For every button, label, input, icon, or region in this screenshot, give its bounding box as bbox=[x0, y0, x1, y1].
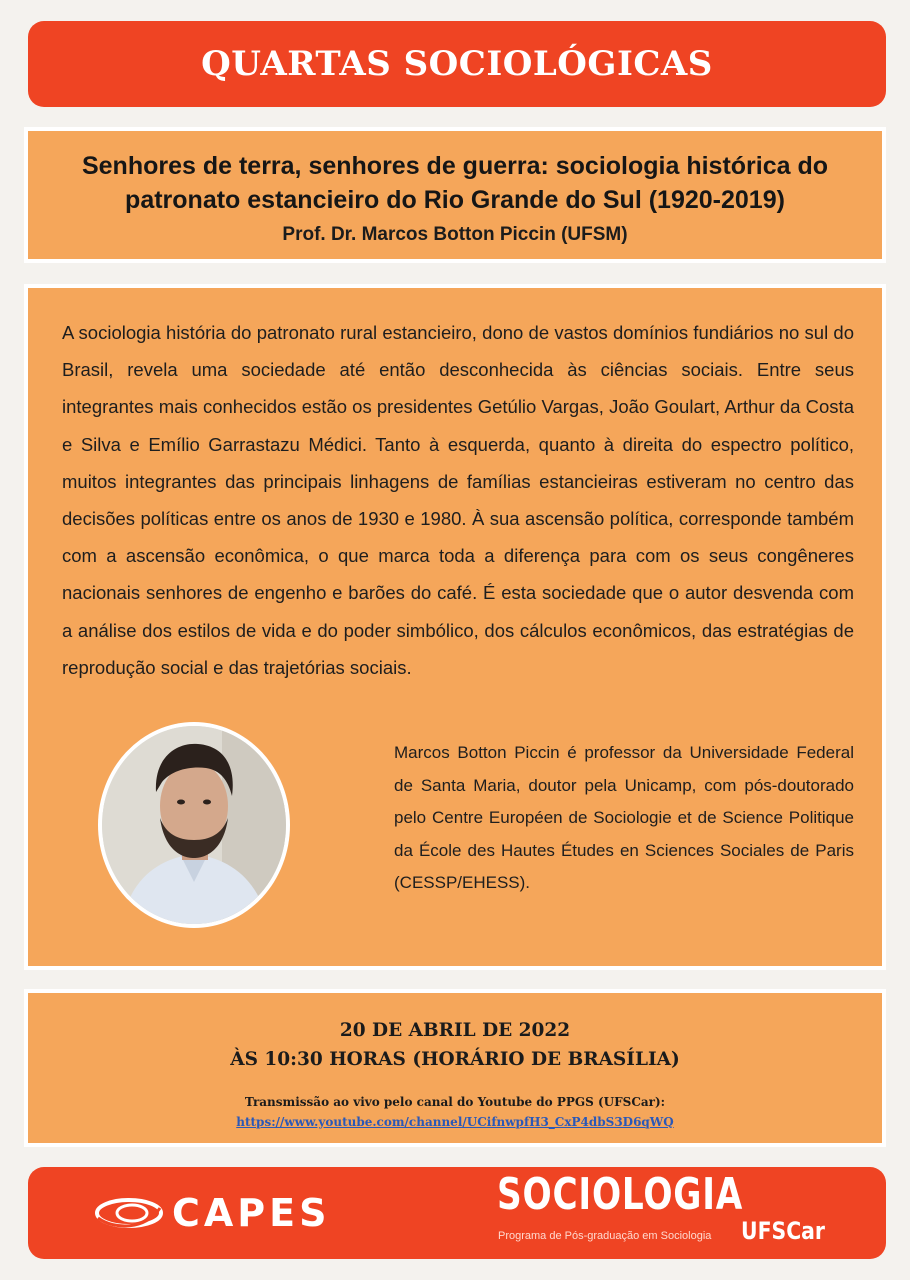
talk-title-line-1: Senhores de terra, senhores de guerra: sociologia histórica do bbox=[81, 152, 829, 180]
capes-wordmark: CAPES bbox=[172, 1191, 331, 1235]
event-series-title: QUARTAS SOCIOLÓGICAS bbox=[201, 44, 713, 84]
speaker-photo-frame bbox=[98, 722, 290, 928]
event-date: 20 DE ABRIL DE 2022 bbox=[339, 1020, 571, 1041]
university-wordmark: UFSCar bbox=[741, 1217, 825, 1245]
speaker-photo bbox=[102, 726, 286, 924]
event-time: ÀS 10:30 HORAS (HORÁRIO DE BRASÍLIA) bbox=[230, 1049, 680, 1070]
speaker-bio: Marcos Botton Piccin é professor da Universidade Federal de Santa Maria, doutor pela Unicamp, com pós-doutorado pelo Centre Européen de Sociologie et de Science Politique da École des Hautes Études en Sciences Sociales de Paris (CESSP/EHESS). bbox=[394, 743, 854, 892]
youtube-link[interactable]: https://www.youtube.com/channel/UCifnwpfH3_CxP4dbS3D6qWQ bbox=[236, 1115, 674, 1129]
capes-logo-icon bbox=[94, 1196, 164, 1230]
talk-title-line-2: patronato estancieiro do Rio Grande do Sul (1920-2019) bbox=[125, 186, 785, 214]
sociologia-wordmark: SOCIOLOGIA bbox=[497, 1169, 744, 1220]
event-details-panel bbox=[24, 989, 886, 1147]
stream-label: Transmissão ao vivo pelo canal do Youtube do PPGS (UFSCar): bbox=[244, 1095, 666, 1109]
footer-banner bbox=[28, 1167, 886, 1259]
program-name: Programa de Pós-graduação em Sociologia bbox=[498, 1230, 712, 1242]
speaker-name: Prof. Dr. Marcos Botton Piccin (UFSM) bbox=[282, 224, 628, 245]
abstract-text: A sociologia história do patronato rural estancieiro, dono de vastos domínios fundiários no sul do Brasil, revela uma sociedade até então desconhecida às ciências sociais. Entre seus integrantes mais conhecidos estão os presidentes Getúlio Vargas, João Goulart, Arthur da Costa e Silva e Emílio Garrastazu Médici. Tanto à esquerda, quanto à direita do espectro político, muitos integrantes das principais linhagens de famílias estancieiras estiveram no centro das decisões políticas entre os anos de 1930 e 1980. À sua ascensão política, corresponde também com a ascensão econômica, o que marca toda a diferença para com os seus congêneres nacionais senhores de engenho e barões do café. É esta sociedade que o autor desvenda com a análise dos estilos de vida e do poder simbólico, dos cálculos econômicos, das estratégias de reprodução social e das trajetórias sociais. bbox=[62, 322, 854, 678]
abstract-panel bbox=[24, 284, 886, 970]
talk-title-panel bbox=[24, 127, 886, 263]
header-banner bbox=[28, 21, 886, 107]
